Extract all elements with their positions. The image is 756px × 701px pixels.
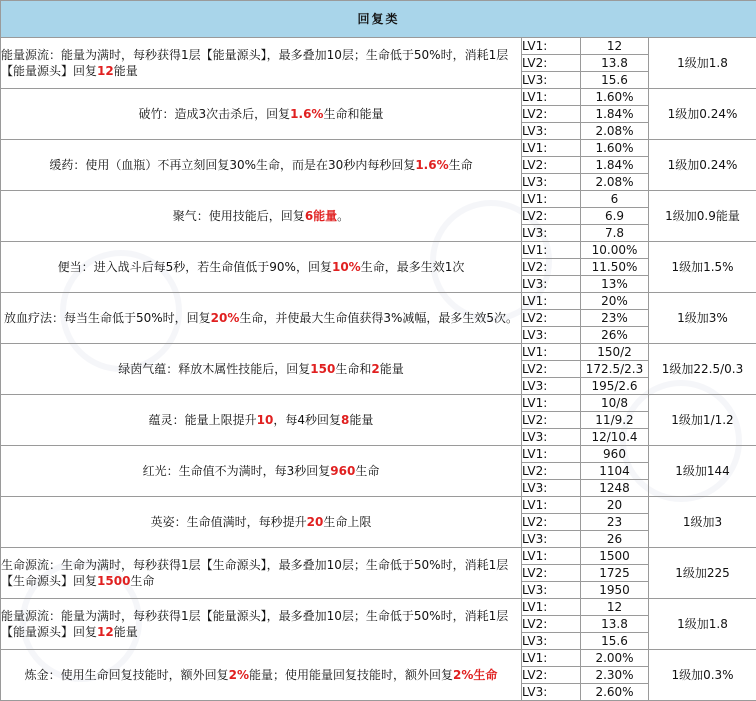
description-text: 能量源流：能量为满时，每秒获得1层【能量源头】，最多叠加10层；生命低于50%时，消耗1层【能量源头】回复 — [1, 609, 508, 639]
level-label: LV2: — [522, 514, 581, 531]
table-row — [1, 599, 756, 616]
level-label: LV2: — [522, 157, 581, 174]
highlighted-value: 1.6% — [415, 158, 448, 172]
growth-note: 1级加3 — [649, 497, 756, 548]
description-text: ，每4秒回复 — [273, 413, 341, 427]
description-text: 能量 — [114, 625, 138, 639]
level-label: LV3: — [522, 327, 581, 344]
level-value: 13.8 — [581, 616, 649, 633]
description-text: 生命 — [355, 464, 379, 478]
description-text: 炼金：使用生命回复技能时，额外回复 — [25, 668, 229, 682]
growth-note: 1级加1.8 — [649, 38, 756, 89]
level-label: LV2: — [522, 106, 581, 123]
table-row — [1, 344, 756, 361]
level-value: 10.00% — [581, 242, 649, 259]
growth-note: 1级加0.24% — [649, 89, 756, 140]
level-label: LV1: — [522, 344, 581, 361]
level-value: 2.08% — [581, 123, 649, 140]
level-value: 1248 — [581, 480, 649, 497]
highlighted-value: 960 — [330, 464, 355, 478]
level-label: LV1: — [522, 293, 581, 310]
skill-description — [1, 446, 522, 497]
level-label: LV1: — [522, 650, 581, 667]
description-text: 绿茵气蕴：释放木属性技能后，回复 — [118, 362, 310, 376]
level-value: 1.60% — [581, 140, 649, 157]
skill-description — [1, 140, 522, 191]
level-label: LV3: — [522, 123, 581, 140]
level-value: 6 — [581, 191, 649, 208]
level-label: LV2: — [522, 361, 581, 378]
level-value: 960 — [581, 446, 649, 463]
level-value: 1.84% — [581, 157, 649, 174]
description-text: 便当：进入战斗后每5秒，若生命值低于90%，回复 — [58, 260, 332, 274]
level-value: 1725 — [581, 565, 649, 582]
description-text: 生命上限 — [323, 515, 371, 529]
level-label: LV1: — [522, 140, 581, 157]
level-label: LV1: — [522, 38, 581, 55]
growth-note: 1级加0.9能量 — [649, 191, 756, 242]
level-value: 1.60% — [581, 89, 649, 106]
level-label: LV3: — [522, 225, 581, 242]
level-label: LV3: — [522, 72, 581, 89]
description-text: 能量 — [114, 64, 138, 78]
table-row — [1, 242, 756, 259]
highlighted-value: 1.6% — [290, 107, 323, 121]
description-text: 聚气：使用技能后，回复 — [173, 209, 305, 223]
growth-note: 1级加0.3% — [649, 650, 756, 701]
growth-note: 1级加1.8 — [649, 599, 756, 650]
description-text: 。 — [337, 209, 349, 223]
highlighted-value: 2 — [371, 362, 379, 376]
level-label: LV3: — [522, 174, 581, 191]
growth-note: 1级加22.5/0.3 — [649, 344, 756, 395]
highlighted-value: 10% — [332, 260, 361, 274]
level-value: 15.6 — [581, 72, 649, 89]
level-label: LV1: — [522, 446, 581, 463]
table-row — [1, 446, 756, 463]
table-row — [1, 497, 756, 514]
table-title: 回复类 — [1, 1, 756, 38]
growth-note: 1级加1/1.2 — [649, 395, 756, 446]
highlighted-value: 6能量 — [305, 209, 337, 223]
description-text: 蕴灵：能量上限提升 — [149, 413, 257, 427]
level-label: LV2: — [522, 259, 581, 276]
table-row — [1, 89, 756, 106]
level-value: 1104 — [581, 463, 649, 480]
highlighted-value: 20 — [307, 515, 324, 529]
growth-note: 1级加225 — [649, 548, 756, 599]
skill-rows — [1, 38, 756, 701]
level-label: LV2: — [522, 310, 581, 327]
highlighted-value: 12 — [97, 64, 114, 78]
table-row — [1, 650, 756, 667]
level-value: 2.60% — [581, 684, 649, 701]
level-value: 1950 — [581, 582, 649, 599]
highlighted-value: 20% — [211, 311, 240, 325]
level-value: 6.9 — [581, 208, 649, 225]
description-text: 能量源流：能量为满时，每秒获得1层【能量源头】，最多叠加10层；生命低于50%时，消耗1层【能量源头】回复 — [1, 48, 508, 78]
table-row — [1, 140, 756, 157]
level-label: LV3: — [522, 684, 581, 701]
level-value: 7.8 — [581, 225, 649, 242]
level-value: 26% — [581, 327, 649, 344]
level-label: LV1: — [522, 191, 581, 208]
description-text: 生命源流：生命为满时，每秒获得1层【生命源头】，最多叠加10层；生命低于50%时，消耗1层【生命源头】回复 — [1, 558, 508, 588]
level-label: LV3: — [522, 378, 581, 395]
skill-description — [1, 599, 522, 650]
description-text: 能量；使用能量回复技能时，额外回复 — [249, 668, 453, 682]
level-value: 1.84% — [581, 106, 649, 123]
level-label: LV2: — [522, 667, 581, 684]
highlighted-value: 10 — [257, 413, 274, 427]
level-value: 195/2.6 — [581, 378, 649, 395]
level-label: LV1: — [522, 548, 581, 565]
level-value: 13% — [581, 276, 649, 293]
highlighted-value: 1500 — [97, 574, 130, 588]
level-label: LV2: — [522, 616, 581, 633]
description-text: 红光：生命值不为满时，每3秒回复 — [143, 464, 331, 478]
level-label: LV3: — [522, 633, 581, 650]
description-text: 放血疗法：每当生命低于50%时，回复 — [4, 311, 211, 325]
table-row — [1, 548, 756, 565]
level-label: LV2: — [522, 208, 581, 225]
description-text: 能量 — [349, 413, 373, 427]
level-label: LV1: — [522, 242, 581, 259]
level-value: 20% — [581, 293, 649, 310]
level-value: 172.5/2.3 — [581, 361, 649, 378]
growth-note: 1级加1.5% — [649, 242, 756, 293]
skill-description — [1, 395, 522, 446]
level-label: LV1: — [522, 395, 581, 412]
skill-description — [1, 344, 522, 395]
description-text: 生命，最多生效1次 — [361, 260, 465, 274]
description-text: 生命，并使最大生命值获得3%减幅，最多生效5次。 — [239, 311, 518, 325]
level-value: 13.8 — [581, 55, 649, 72]
table-row — [1, 293, 756, 310]
level-label: LV1: — [522, 89, 581, 106]
level-label: LV1: — [522, 599, 581, 616]
level-value: 2.30% — [581, 667, 649, 684]
level-label: LV3: — [522, 276, 581, 293]
level-value: 2.08% — [581, 174, 649, 191]
growth-note: 1级加0.24% — [649, 140, 756, 191]
highlighted-value: 8 — [341, 413, 349, 427]
level-label: LV2: — [522, 463, 581, 480]
description-text: 生命和 — [335, 362, 371, 376]
level-value: 23 — [581, 514, 649, 531]
level-value: 150/2 — [581, 344, 649, 361]
level-value: 20 — [581, 497, 649, 514]
description-text: 能量 — [380, 362, 404, 376]
level-label: LV2: — [522, 565, 581, 582]
level-value: 12 — [581, 599, 649, 616]
level-value: 23% — [581, 310, 649, 327]
level-value: 12/10.4 — [581, 429, 649, 446]
skill-description — [1, 293, 522, 344]
skill-description — [1, 650, 522, 701]
table-row — [1, 191, 756, 208]
highlighted-value: 150 — [310, 362, 335, 376]
description-text: 生命和能量 — [323, 107, 383, 121]
level-value: 11.50% — [581, 259, 649, 276]
skill-description — [1, 548, 522, 599]
level-value: 12 — [581, 38, 649, 55]
description-text: 缓药：使用（血瓶）不再立刻回复30%生命，而是在30秒内每秒回复 — [49, 158, 415, 172]
table-row — [1, 38, 756, 55]
skill-description — [1, 89, 522, 140]
level-label: LV2: — [522, 412, 581, 429]
description-text: 生命 — [130, 574, 154, 588]
highlighted-value: 12 — [97, 625, 114, 639]
growth-note: 1级加144 — [649, 446, 756, 497]
level-value: 10/8 — [581, 395, 649, 412]
skill-description — [1, 38, 522, 89]
table-row — [1, 395, 756, 412]
level-label: LV3: — [522, 582, 581, 599]
level-label: LV3: — [522, 480, 581, 497]
skill-description — [1, 497, 522, 548]
level-value: 11/9.2 — [581, 412, 649, 429]
level-label: LV1: — [522, 497, 581, 514]
highlighted-value: 2% — [229, 668, 249, 682]
description-text: 生命 — [449, 158, 473, 172]
skill-description — [1, 191, 522, 242]
level-value: 2.00% — [581, 650, 649, 667]
level-value: 15.6 — [581, 633, 649, 650]
level-value: 1500 — [581, 548, 649, 565]
level-label: LV3: — [522, 429, 581, 446]
skill-description — [1, 242, 522, 293]
highlighted-value: 2%生命 — [453, 668, 497, 682]
growth-note: 1级加3% — [649, 293, 756, 344]
level-value: 26 — [581, 531, 649, 548]
description-text: 英姿：生命值满时，每秒提升 — [151, 515, 307, 529]
level-label: LV3: — [522, 531, 581, 548]
level-label: LV2: — [522, 55, 581, 72]
description-text: 破竹：造成3次击杀后，回复 — [139, 107, 291, 121]
